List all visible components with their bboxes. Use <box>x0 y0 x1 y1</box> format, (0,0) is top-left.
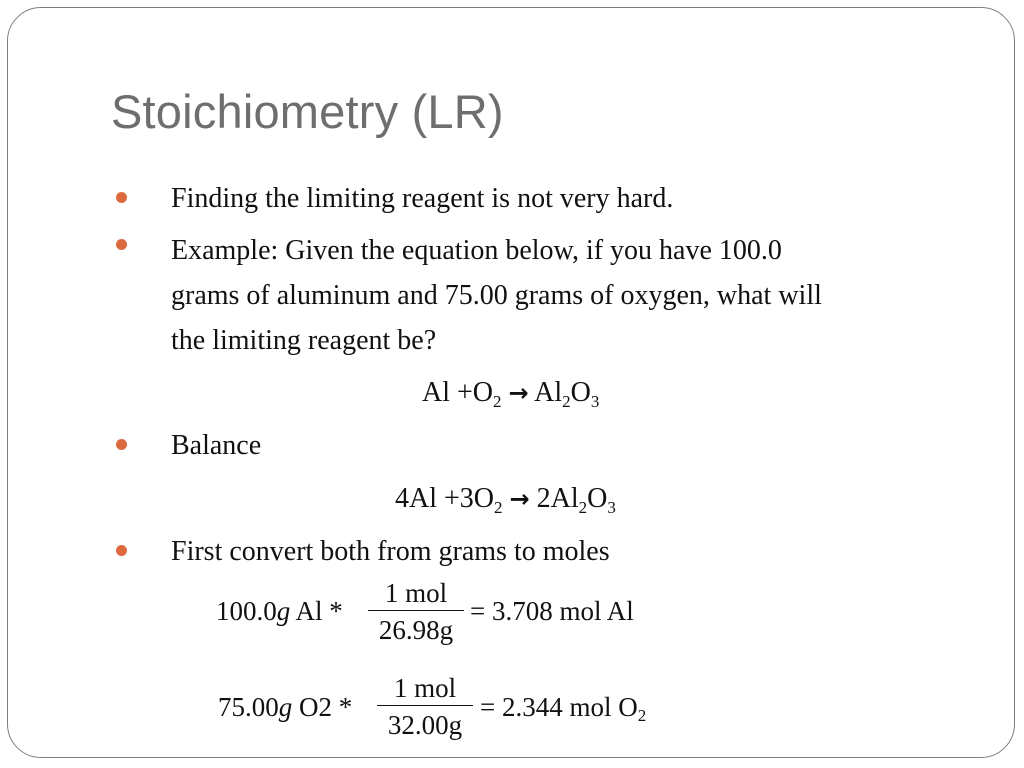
calc1-numerator: 1 mol <box>384 578 448 608</box>
unbalanced-equation <box>422 376 599 410</box>
eq2-product-o: O <box>587 483 608 514</box>
eq1-product-al: Al <box>534 377 563 408</box>
reaction-arrow-icon: → <box>509 485 530 513</box>
slide-title: Stoichiometry (LR) <box>111 85 504 138</box>
calc2-result-text: = 2.344 mol O <box>480 692 638 722</box>
bullet-dot <box>116 439 127 450</box>
calc1-denominator: 26.98g <box>378 615 454 645</box>
calc2-amount: 75.00 <box>218 692 279 722</box>
calc2-species: O2 * <box>299 692 353 722</box>
reaction-arrow-icon: → <box>508 379 529 407</box>
eq2-al-subscript: 2 <box>578 498 588 517</box>
calc1-fraction <box>368 578 464 645</box>
eq1-product-o: O <box>570 377 591 408</box>
calc2-denominator: 32.00g <box>387 710 463 740</box>
bullet-text-convert: First convert both from grams to moles <box>171 536 610 567</box>
fraction-bar <box>368 610 464 611</box>
calc1-unit: g <box>276 596 291 626</box>
calc2-result-subscript: 2 <box>637 706 647 725</box>
bullet-text-example-line3: the limiting reagent be? <box>171 325 437 356</box>
calc2-result <box>480 692 647 725</box>
calc2-numerator: 1 mol <box>393 673 457 703</box>
eq2-reactants: 4Al +3O <box>395 483 495 514</box>
bullet-text-limiting: Finding the limiting reagent is not very hard. <box>171 183 674 214</box>
balanced-equation <box>395 482 616 516</box>
bullet-dot <box>116 192 127 203</box>
calc2-unit: g <box>278 692 293 722</box>
calc1-result: = 3.708 mol Al <box>470 596 634 626</box>
bullet-text-example-line1: Example: Given the equation below, if you have 100.0 <box>171 235 782 266</box>
calc1-species: Al * <box>295 596 343 626</box>
eq2-o-subscript: 2 <box>494 498 503 517</box>
eq1-o-subscript: 2 <box>493 392 502 411</box>
bullet-dot <box>116 239 127 250</box>
bullet-text-balance: Balance <box>171 430 262 461</box>
eq2-product-al: 2Al <box>536 483 579 514</box>
eq1-al-subscript: 2 <box>562 392 571 411</box>
eq1-reactants: Al +O <box>422 377 494 408</box>
calc1-amount: 100.0 <box>216 596 277 626</box>
eq2-o3-subscript: 3 <box>607 498 616 517</box>
calc2-fraction <box>377 673 473 740</box>
eq1-o3-subscript: 3 <box>590 392 600 411</box>
calc-aluminum-lhs <box>216 596 343 626</box>
bullet-dot <box>116 545 127 556</box>
calc-oxygen-lhs <box>218 692 352 722</box>
bullet-text-example-line2: grams of aluminum and 75.00 grams of oxygen, what will <box>171 280 822 311</box>
fraction-bar <box>377 705 473 706</box>
